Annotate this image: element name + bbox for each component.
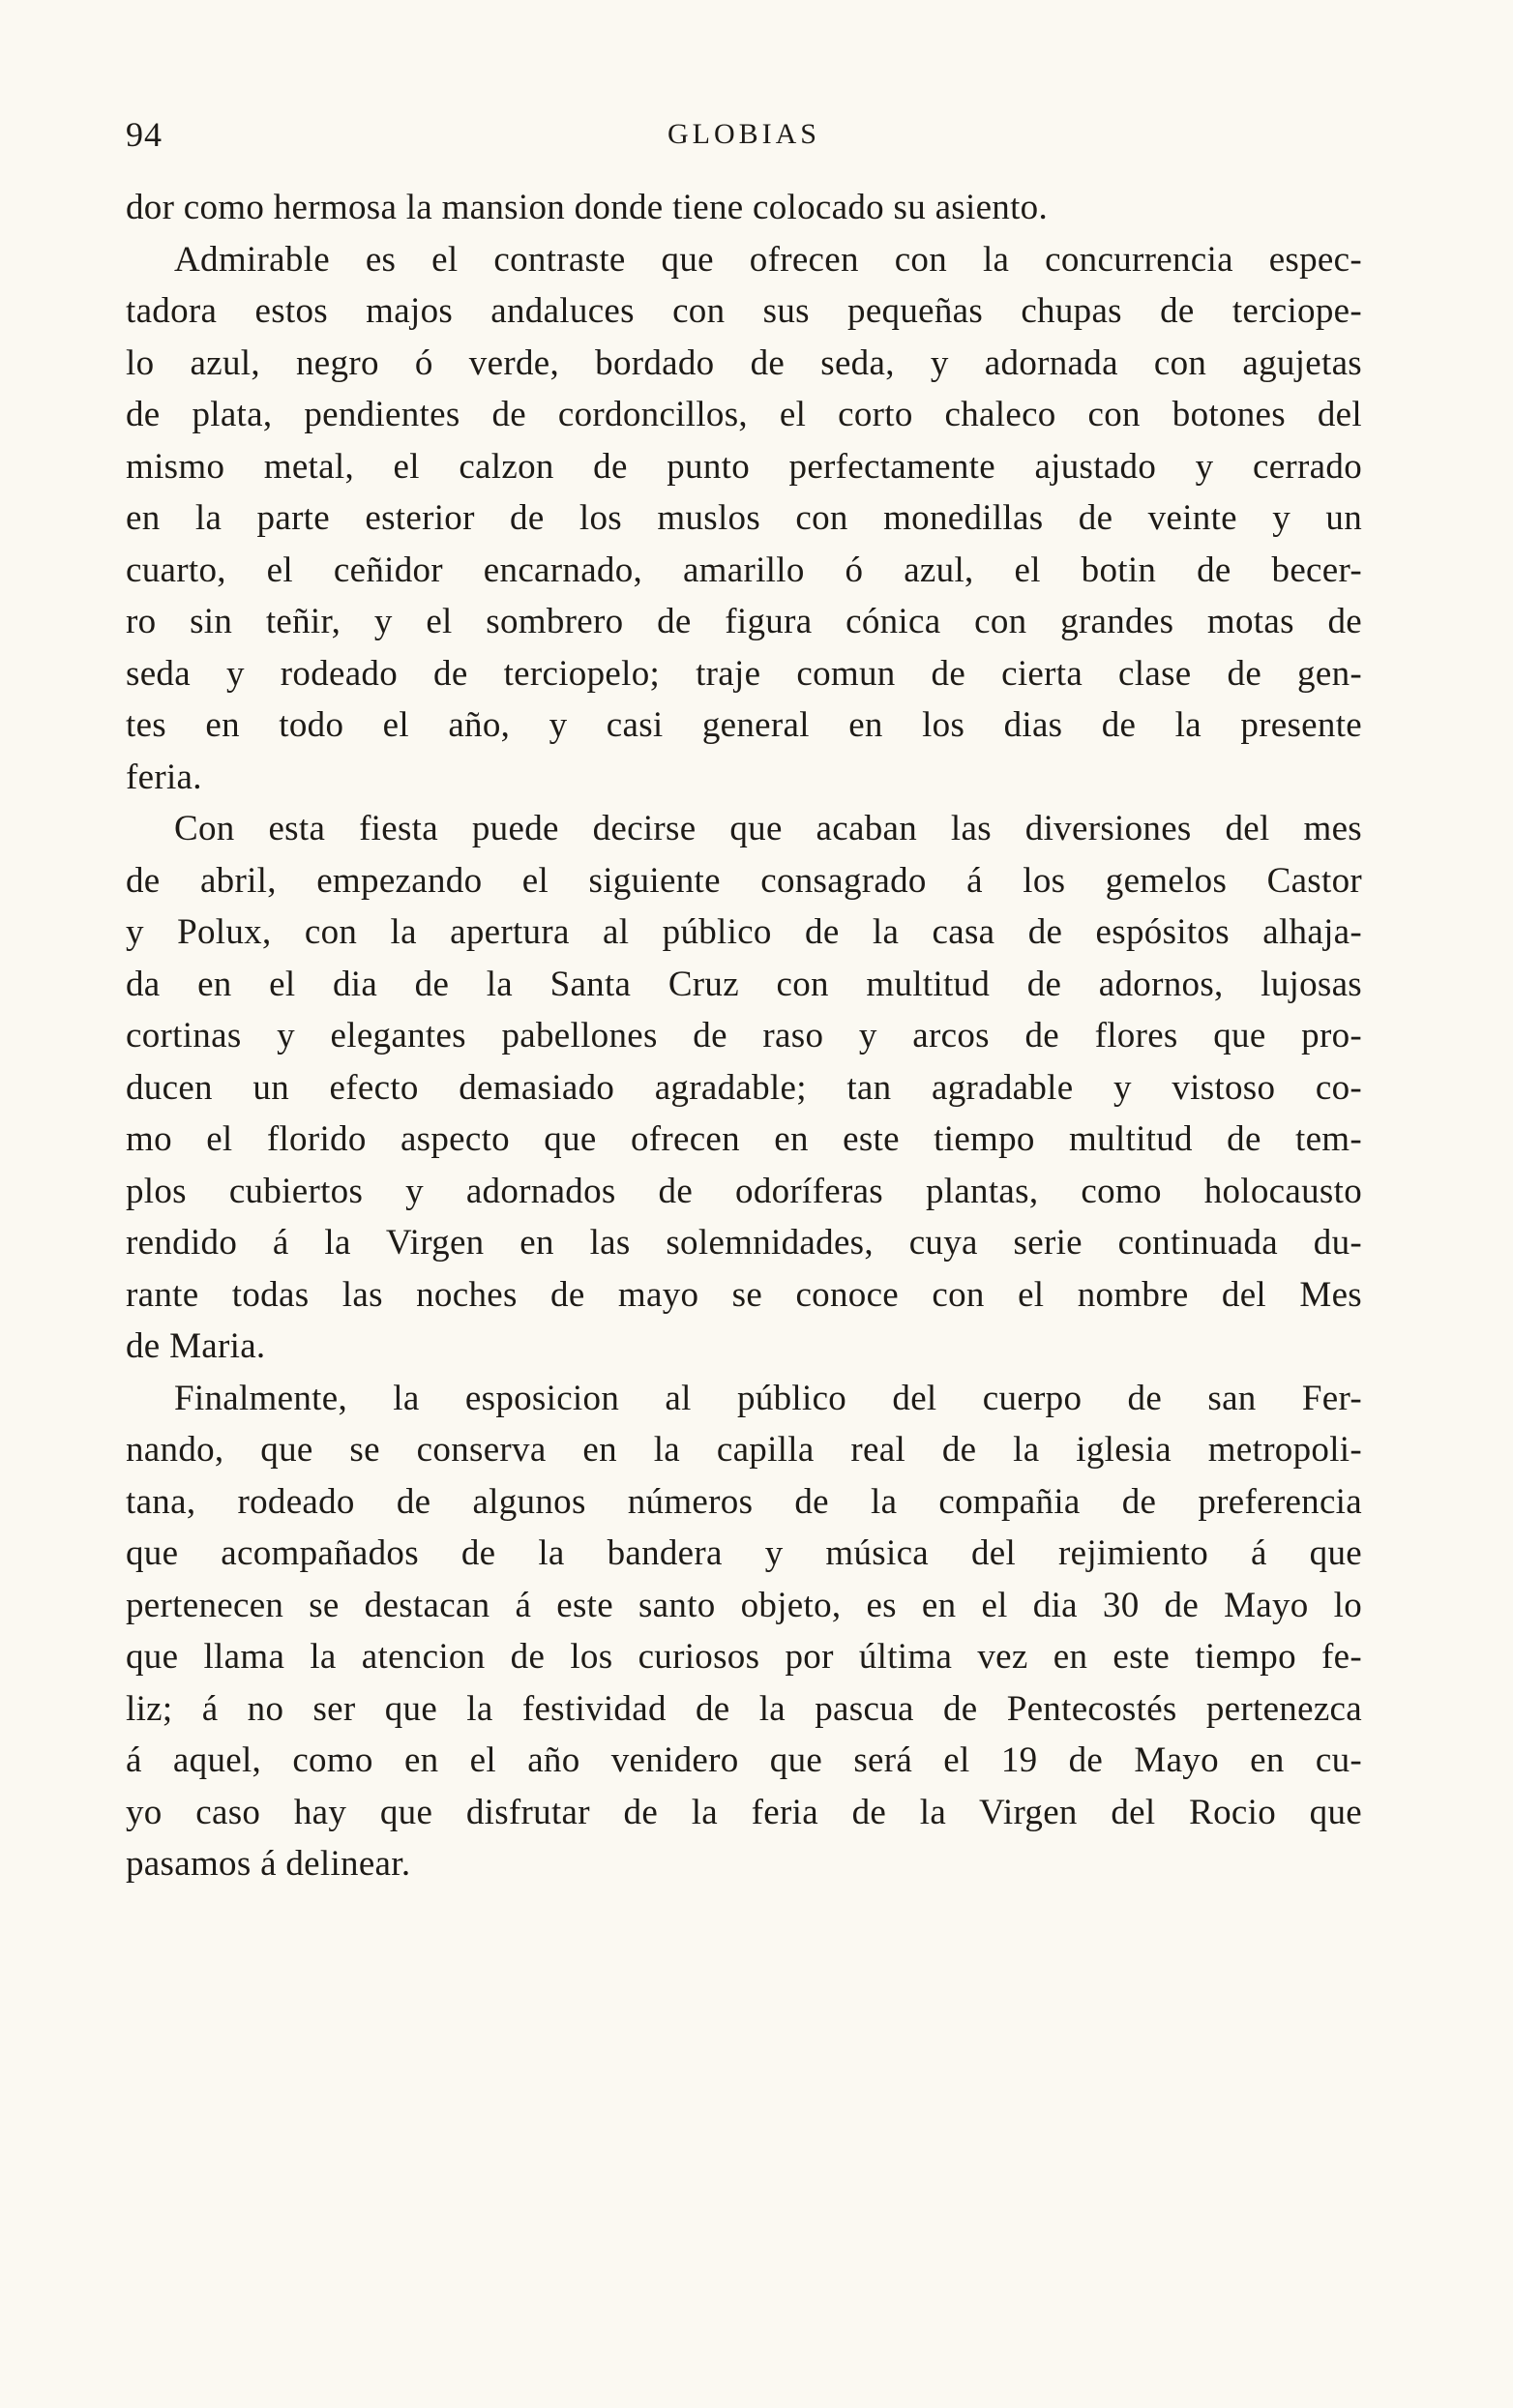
page-number: 94: [126, 115, 163, 154]
text-line: á aquel, como en el año venidero que será el 19 de Mayo en cu-: [126, 1740, 1362, 1780]
text-line: rante todas las noches de mayo se conoce con el nombre del Mes: [126, 1274, 1362, 1315]
text-line: Con esta fiesta puede decirse que acaban las diversiones del mes: [174, 809, 1362, 848]
text-line: plos cubiertos y adornados de odoríferas plantas, como holocausto: [126, 1171, 1362, 1211]
text-line: cuarto, el ceñidor encarnado, amarillo ó azul, el botin de becer-: [126, 550, 1362, 590]
text-line: tana, rodeado de algunos números de la compañia de preferencia: [126, 1481, 1362, 1522]
text-line: mo el florido aspecto que ofrecen en este tiempo multitud de tem-: [126, 1119, 1362, 1159]
text-line: lo azul, negro ó verde, bordado de seda, y adornada con agujetas: [126, 342, 1362, 383]
running-head: [126, 114, 1362, 163]
text-line: Admirable es el contraste que ofrecen con la concurrencia espec-: [174, 239, 1362, 280]
text-line: de abril, empezando el siguiente consagrado á los gemelos Castor: [126, 860, 1362, 901]
text-line: ducen un efecto demasiado agradable; tan agradable y vistoso co-: [126, 1067, 1362, 1108]
text-line: dor como hermosa la mansion donde tiene colocado su asiento.: [126, 188, 1049, 227]
text-line: yo caso hay que disfrutar de la feria de la Virgen del Rocio que: [126, 1792, 1362, 1832]
text-line: da en el dia de la Santa Cruz con multitud de adornos, lujosas: [126, 964, 1362, 1004]
text-line: mismo metal, el calzon de punto perfectamente ajustado y cerrado: [126, 446, 1362, 487]
text-line: cortinas y elegantes pabellones de raso y arcos de flores que pro-: [126, 1016, 1362, 1055]
text-line: tadora estos majos andaluces con sus pequeñas chupas de terciope-: [126, 291, 1362, 331]
text-line: de Maria.: [126, 1326, 266, 1366]
text-line: que acompañados de la bandera y música del rejimiento á que: [126, 1533, 1362, 1573]
text-line: rendido á la Virgen en las solemnidades, cuya serie continuada du-: [126, 1223, 1362, 1263]
text-line: en la parte esterior de los muslos con monedillas de veinte y un: [126, 498, 1362, 538]
text-line: ro sin teñir, y el sombrero de figura cónica con grandes motas de: [126, 602, 1362, 641]
text-line: seda y rodeado de terciopelo; traje comun de cierta clase de gen-: [126, 653, 1362, 694]
text-line: y Polux, con la apertura al público de la casa de espósitos alhaja-: [126, 912, 1362, 952]
body-text: [126, 182, 1362, 1890]
text-line: pasamos á delinear.: [126, 1844, 411, 1884]
text-line: de plata, pendientes de cordoncillos, el corto chaleco con botones del: [126, 395, 1362, 434]
running-title: GLOBIAS: [667, 118, 820, 150]
text-line: nando, que se conserva en la capilla real de la iglesia metropoli-: [126, 1430, 1362, 1470]
text-line: feria.: [126, 757, 202, 797]
text-line: liz; á no ser que la festividad de la pascua de Pentecostés pertenezca: [126, 1688, 1362, 1729]
text-line: tes en todo el año, y casi general en los dias de la presente: [126, 705, 1362, 745]
text-line: que llama la atencion de los curiosos por última vez en este tiempo fe-: [126, 1637, 1362, 1677]
text-line: Finalmente, la esposicion al público del cuerpo de san Fer-: [174, 1378, 1362, 1418]
text-line: pertenecen se destacan á este santo objeto, es en el dia 30 de Mayo lo: [126, 1585, 1362, 1625]
